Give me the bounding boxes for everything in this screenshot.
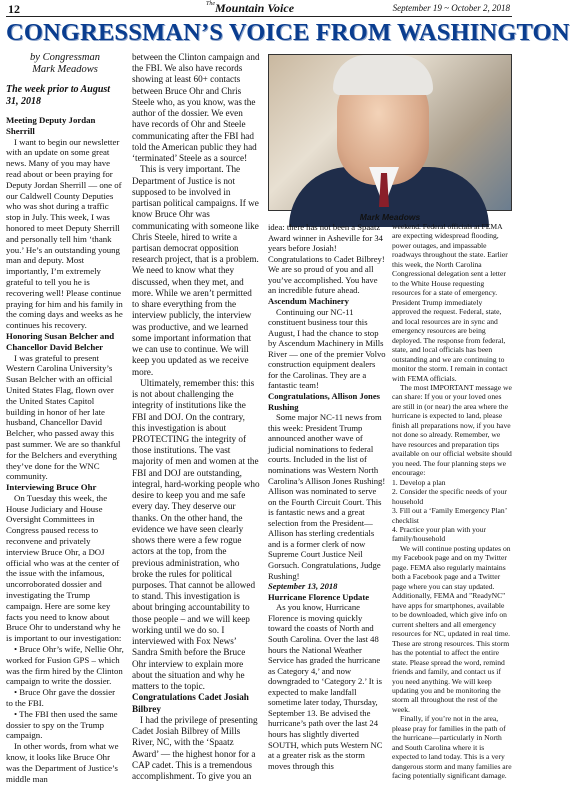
section-heading: Congratulations Cadet Josiah Bilbrey — [132, 692, 249, 714]
bullet-item: • The FBI then used the same dossier to spy on the Trump campaign. — [6, 708, 118, 741]
issue-date: September 19 ~ October 2, 2018 — [392, 3, 510, 13]
paragraph: Finally, if you’re not in the area, please pray for families in the path of the hurricane—particularly in North and South Carolina where it is expected to land today. This is a very dangerous storm and many families are facing potentially significant damage. — [392, 714, 512, 781]
page-number: 12 — [8, 2, 20, 16]
paragraph: Ultimately, remember this: this is not about challenging the integrity of institutions like the FBI and DOJ. On the contrary, this investigation is about PROTECTING the integrity of those institutions. The vast majority of men and women at the FBI and DOJ are outstanding, integral, hard-working people who desire to keep you and me safe every day. They deserve our thanks. On the other hand, the evidence we have seen clearly shows there were a few rogue actors at the top, from the previous administration, who broke the rules for political purposes. That cannot be allowed to stand. This investigation is about bringing accountability to those people – and we will keep working until we do so. I interviewed with Fox News’ Sandra Smith before the Bruce Ohr interview to explain more about the situation and why he matters to the topic. — [132, 377, 260, 692]
masthead — [206, 1, 294, 16]
week-heading: The week prior to August 31, 2018 — [6, 84, 111, 107]
date-heading: September 13, 2018 — [268, 581, 338, 592]
page-header — [6, 2, 512, 17]
section-heading: Interviewing Bruce Ohr — [6, 482, 97, 493]
step-item: 3. Fill out a ‘Family Emergency Plan’ checklist — [392, 506, 507, 525]
step-item: 4. Practice your plan with your family/household — [392, 525, 487, 544]
photo-hair — [333, 55, 433, 95]
paragraph: This is very important. The Department of Justice is not supposed to be involved in partisan political campaigns. If we know Bruce Ohr was communicating with someone like Chris Steele, hired to write a partisan democrat opposition research project, that is a problem. We need to know what they discussed, when they met, and more. While we aren’t permitted to share everything from the interview publicly, the interview was productive, and we learned some important information that we can use to continue. We will keep you updated as we receive more. — [132, 164, 259, 377]
paragraph: I had the privilege of presenting Cadet Josiah Bilbrey of Mills River, NC, with the ‘Spaatz Award’ — the highest honor for a CAP cadet. This is a tremendous accomplishment. To give you an — [132, 714, 258, 781]
step-item: 2. Consider the specific needs of your household — [392, 487, 507, 506]
column-3 — [268, 222, 386, 771]
section-heading: Meeting Deputy Jordan Sherrill — [6, 115, 96, 136]
paragraph: As you know, Hurricane Florence is moving quickly toward the coasts of North and South Carolina. Over the last 48 hours the National Weather Service has graded the hurricane as Category 4,’ and now downgraded to ‘Category 2.’ It is expected to make landfall sometime later today, Thursday, September 13. Be advised the hurricane’s path over the last 24 hours has slightly diverted SOUTH, which puts Western NC at a greater risk as the storm moves through this — [268, 602, 383, 771]
paragraph: between the Clinton campaign and the FBI. We also have records showing at least 60+ contacts between Bruce Ohr and Chris Steele who, as you know, was the author of the dossier. We even have records of Ohr and Steele communicating after the FBI had told the American public they had ‘terminated’ Steele as a source! — [132, 52, 260, 164]
paragraph: On Tuesday this week, the House Judiciary and House Oversight Committees in Congress paused recess to reconvene and privately interview Bruce Ohr, a DOJ official who was at the center of the issue with the infamous, uncorroborated dossier and investigating the Trump campaign. Here are some key facts you need to know about Bruce Ohr to understand why he is important to our investigation: — [6, 492, 122, 644]
byline-line-2: Mark Meadows — [32, 64, 98, 75]
portrait-photo — [268, 54, 512, 211]
bullet-item: • Bruce Ohr’s wife, Nellie Ohr, worked for Fusion GPS – which was the firm hired by the Clinton campaign to write the dossier. — [6, 644, 124, 687]
section-heading: Honoring Susan Belcher and Chancellor David Belcher — [6, 330, 115, 352]
paragraph: I want to begin our newsletter with an update on some great news. Many of you may have read about or been praying for Deputy Jordan Sherrill — one of our Caldwell County Deputies who was shot during a traffic stop in July. This week, I was honored to meet Deputy Sherrill and personally tell him ‘thank you.’ He’s an outstanding young man and deputy. Most importantly, I’m extremely grateful to tell you he is recovering well! Please continue praying for him and his family in the coming days and weeks as he continues his recovery. — [6, 136, 123, 331]
byline-line-1: by Congressman — [30, 52, 100, 63]
column-2 — [132, 52, 260, 782]
paragraph: idea: there has not been a Spaatz Award winner in Asheville for 34 years before Josiah! Congratulations to Cadet Bilbrey! We are so proud of you and all you’ve accomplished. You have an incredible future ahead. — [268, 222, 385, 296]
section-heading: Congratulations, Allison Jones Rushing — [268, 391, 380, 412]
article-title: CONGRESSMAN’S VOICE FROM WASHINGTON — [6, 19, 570, 46]
bullet-item: • Bruce Ohr gave the dossier to the FBI. — [6, 687, 116, 709]
masthead-name: Mountain Voice — [215, 1, 295, 15]
byline — [6, 52, 124, 76]
paragraph: Some major NC-11 news from this week: President Trump announced another wave of judicial nominations to federal courts. Included in the list of nominations was Western North Carolina’s Allison Jones Rushing! Allison was nominated to serve on the Fourth Circuit Court. This is fantastic news and a great selection from the President—Allison has sterling credentials and is a former clerk of now Supreme Court Justice Neil Gorsuch. Congratulations, Judge Rushing! — [268, 412, 386, 581]
paragraph: Continuing our NC-11 constituent business tour this August, I had the chance to stop by Ascendum Machinery in Mills River — one of the premier Volvo construction equipment dealers for the Carolinas. They are a fantastic team! — [268, 306, 386, 391]
paragraph: I was grateful to present Western Carolina University’s Susan Belcher with an official United States Flag, flown over the United States Capitol building in honor of her late husband, Chancellor David Belcher, who passed away this past summer. We are so thankful for the Belchers and everything they’ve done for the WNC community. — [6, 352, 121, 482]
paragraph: The most IMPORTANT message we can share: If you or your loved ones are still in (or near) the area where the hurricane is expected to land, please finish all preparations now, if you have not done so already. Remember, we have resources and preparation tips available on our official website should you need. The four planning steps we encourage: — [392, 382, 512, 478]
paragraph: We will continue posting updates on my Facebook page and on my Twitter page. FEMA also regularly maintains both a Facebook page and a Twitter page where you can stay updated. Additionally, FEMA and "ReadyNC" have apps for smartphones, available to be downloaded, which give info on current shelters and all emergency resources for NC, updated in real time. These are strong resources. This storm has the potential to affect the entire state. Please spread the word, remind friends and family, and contact us if you need anything. We will keep updating you and be monitoring the storm all throughout the rest of the week. — [392, 543, 511, 714]
paragraph: In other words, from what we know, it looks like Bruce Ohr was the Department of Justice’s middle man — [6, 741, 119, 784]
masthead-the: The — [206, 1, 215, 7]
column-4 — [392, 222, 512, 781]
section-heading: Hurricane Florence Update — [268, 591, 370, 602]
section-heading: Ascendum Machinery — [268, 295, 349, 306]
step-item: 1. Develop a plan — [392, 477, 446, 487]
photo-caption: Mark Meadows — [359, 212, 421, 222]
column-1 — [6, 52, 124, 784]
paragraph: weekend. Federal officials at FEMA are expecting widespread flooding, power outages, and impassable roadways throughout the state. Earlier this week, the North Carolina Congressional delegation sent a letter to the White House requesting resources for a state of emergency. President Trump immediately approved the request. Federal, state, and local resources are in sync and emergency resources are being deployed. The response from federal, state, and local officials has been outstanding and we are continuing to monitor the storm. I remain in contact with FEMA officials. — [392, 222, 508, 383]
